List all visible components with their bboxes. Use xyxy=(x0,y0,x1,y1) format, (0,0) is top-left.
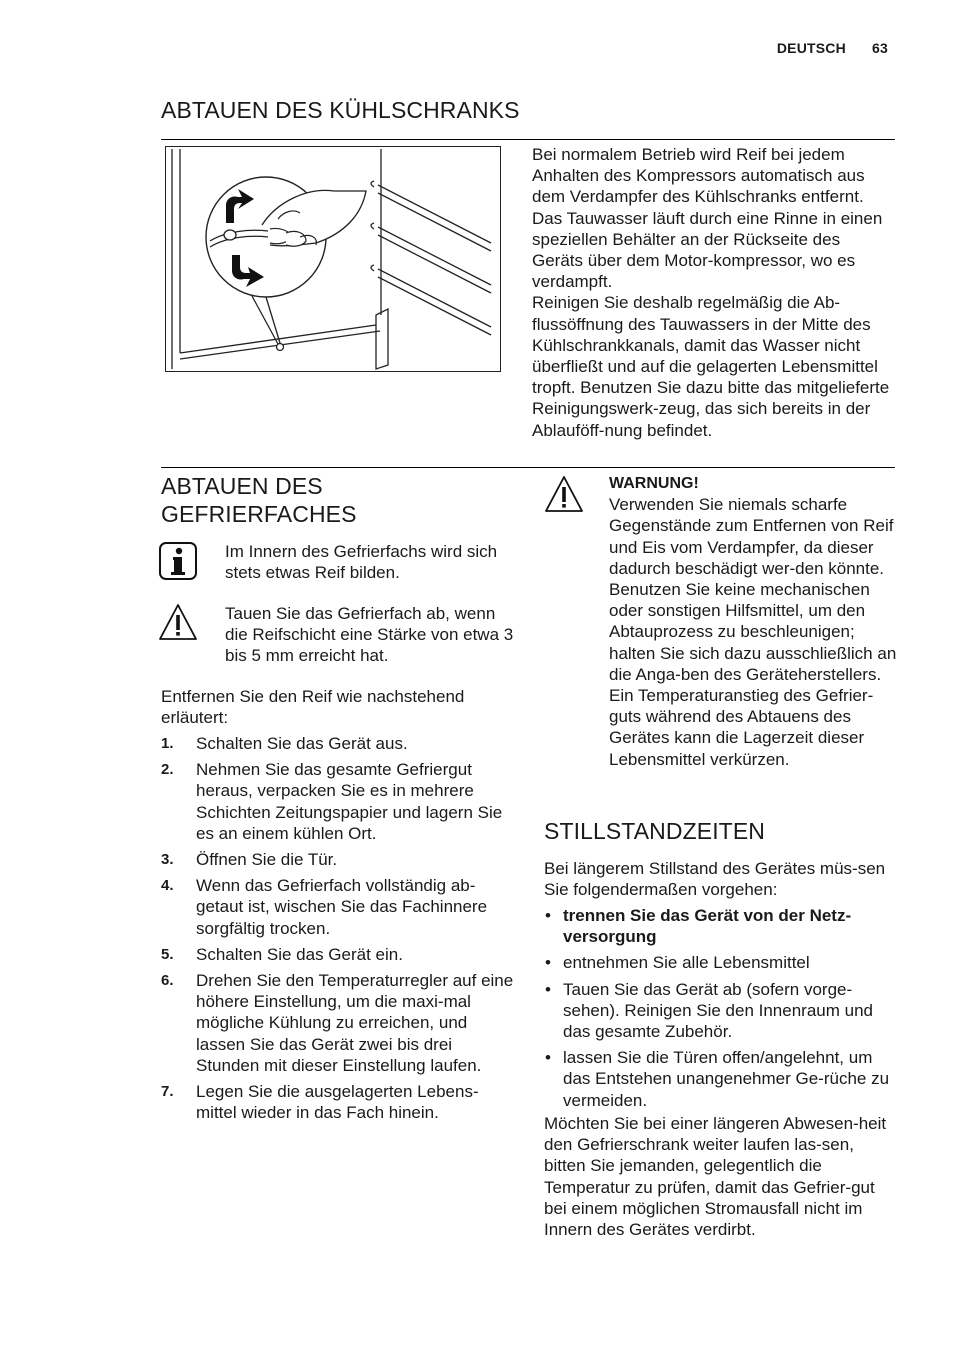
title-line-1: ABTAUEN DES xyxy=(161,473,323,499)
bullet-text: lassen Sie die Türen offen/angelehnt, um das Entstehen unangenehmer Ge-rüche zu vermeiden. xyxy=(563,1048,890,1110)
section1-paragraph-1: Bei normalem Betrieb wird Reif bei jedem Anhalten des Kompressors automatisch aus dem Verdampfer des Kühlschranks entfernt. Das Tauwasser läuft durch eine Rinne in einen speziellen Behälter an der Rückseite des Geräts über dem Motor-kompressor, wo es verdampft. xyxy=(532,145,883,292)
defrost-drain-illustration xyxy=(165,146,501,372)
info-note-text: Im Innern des Gefrierfachs wird sich stets etwas Reif bilden. xyxy=(225,542,498,583)
bullet-text: trennen Sie das Gerät von der Netz-versorgung xyxy=(563,906,852,947)
step-number: 7. xyxy=(161,1083,174,1101)
step-text: Legen Sie die ausgelagerten Lebens-mittel wieder in das Fach hinein. xyxy=(196,1082,479,1123)
step-text: Schalten Sie das Gerät ein. xyxy=(196,944,403,964)
section3-intro: Bei längerem Stillstand des Gerätes müs-sen Sie folgendermaßen vorgehen: xyxy=(544,859,886,900)
section-rule xyxy=(161,467,895,468)
downtime-bullet-list xyxy=(544,905,899,1116)
caution-note-text: Tauen Sie das Gefrierfach ab, wenn die Reifschicht eine Stärke von etwa 3 bis 5 mm erreicht hat. xyxy=(225,604,514,666)
step-item xyxy=(161,875,516,939)
step-item xyxy=(161,970,516,1076)
warning-triangle-icon xyxy=(158,603,198,641)
warning-triangle-icon xyxy=(544,475,584,513)
bullet-item xyxy=(544,952,899,973)
step-text: Nehmen Sie das gesamte Gefriergut heraus, verpacken Sie es in mehrere Schichten Zeitungspapier und lagern Sie es an einem kühlen Ort. xyxy=(196,760,503,843)
defrost-steps-list xyxy=(161,733,516,1128)
section-title-fridge-defrost: ABTAUEN DES KÜHLSCHRANKS xyxy=(161,97,520,123)
section-title-downtime: STILLSTANDZEITEN xyxy=(544,818,765,844)
bullet-dot-icon: • xyxy=(545,1048,551,1068)
step-item xyxy=(161,944,516,965)
bullet-dot-icon: • xyxy=(545,979,551,999)
warning-title: WARNUNG! xyxy=(609,475,699,492)
page-number: 63 xyxy=(872,40,888,56)
step-text: Öffnen Sie die Tür. xyxy=(196,850,338,870)
step-item xyxy=(161,759,516,844)
step-item xyxy=(161,849,516,870)
section1-body xyxy=(532,144,894,441)
title-line-2: GEFRIERFACHES xyxy=(161,501,357,527)
bullet-dot-icon: • xyxy=(545,906,551,925)
header-language: DEUTSCH xyxy=(776,40,846,56)
bullet-dot-icon: • xyxy=(545,953,551,973)
info-icon xyxy=(159,542,197,580)
bullet-item xyxy=(544,979,899,1043)
step-number: 4. xyxy=(161,877,174,895)
section3-closing: Möchten Sie bei einer längeren Abwesen-heit den Gefrierschrank weiter laufen las-sen, bitten Sie jemanden, gelegentlich die Temperatur zu prüfen, damit das Gefrier-gut bei einem möglichen Stromausfall nicht im Innern des Gerätes verdirbt. xyxy=(544,1114,887,1240)
step-item xyxy=(161,733,516,754)
step-number: 5. xyxy=(161,945,174,963)
step-number: 3. xyxy=(161,851,174,869)
section2-intro: Entfernen Sie den Reif wie nachstehend erläutert: xyxy=(161,687,465,728)
step-number: 2. xyxy=(161,761,174,779)
bullet-item xyxy=(544,905,899,947)
warning-text: Verwenden Sie niemals scharfe Gegenstände zum Entfernen von Reif und Eis vom Verdampfer, da dieser dadurch beschädigt wer-den könnte. Benutzen Sie keine mechanischen oder sonstigen Hilfsmittel, um den Abtauprozess zu beschleunigen; halten Sie sich dazu ausschließlich an die Anga-ben des Geräteherstellers. Ein Temperaturanstieg des Gefrier-guts während des Abtauens des Gerätes kann die Lagerzeit dieser Lebensmittel verkürzen. xyxy=(609,495,897,769)
page-header xyxy=(777,40,888,56)
step-number: 6. xyxy=(161,972,174,990)
bullet-item xyxy=(544,1047,899,1111)
step-number: 1. xyxy=(161,735,174,752)
step-text: Schalten Sie das Gerät aus. xyxy=(196,734,408,753)
bullet-text: Tauen Sie das Gerät ab (sofern vorge-sehen). Reinigen Sie den Innenraum und das gesamte Zubehör. xyxy=(563,979,873,1042)
section-rule xyxy=(161,139,895,140)
step-item xyxy=(161,1081,516,1123)
section-title-freezer-defrost xyxy=(161,472,357,528)
warning-block xyxy=(609,473,899,770)
fridge-interior-drawing xyxy=(166,147,500,371)
bullet-text: entnehmen Sie alle Lebensmittel xyxy=(563,953,810,973)
step-text: Drehen Sie den Temperaturregler auf eine höhere Einstellung, um die maxi-mal mögliche Kühlung zu erreichen, und lassen Sie das Gerät zwei bis drei Stunden mit dieser Einstellung laufen. xyxy=(196,971,514,1075)
step-text: Wenn das Gefrierfach vollständig ab-getaut ist, wischen Sie das Fachinnere sorgfältig trocken. xyxy=(196,876,488,938)
section1-paragraph-2: Reinigen Sie deshalb regelmäßig die Ab-flussöffnung des Tauwassers in der Mitte des Kühlschrankkanals, damit das Wasser nicht überfließt und auf die gelagerten Lebensmittel tropft. Benutzen Sie dazu bitte das mitgelieferte Reinigungswerk-zeug, das sich bereits in der Ablauföff-nung befindet. xyxy=(532,293,890,440)
